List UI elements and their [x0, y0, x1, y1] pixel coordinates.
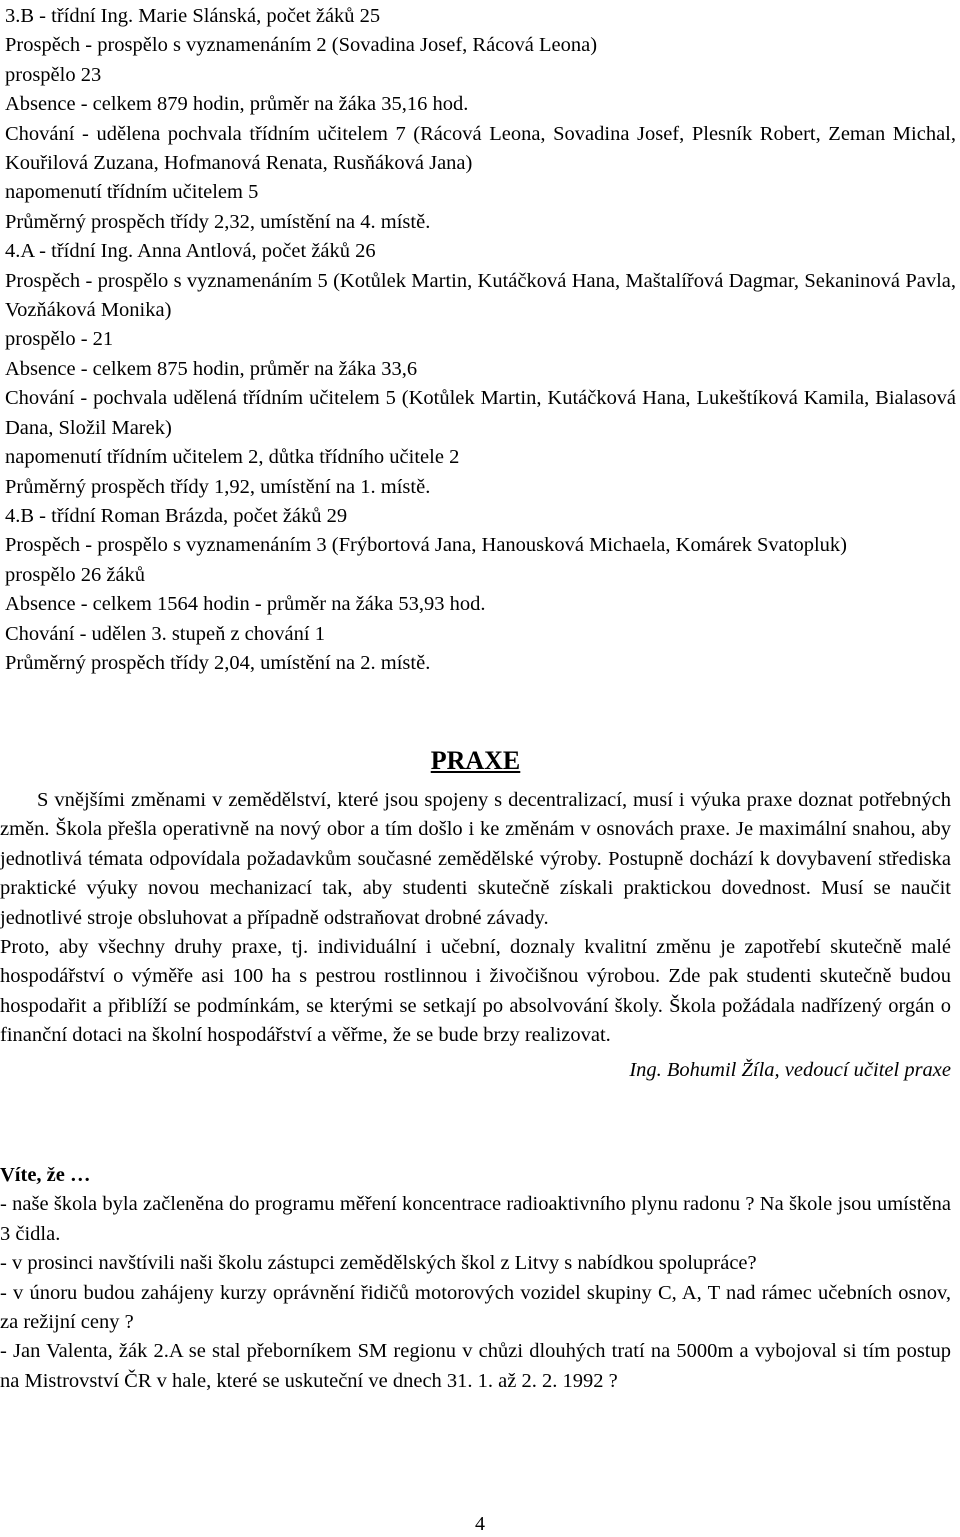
vite-item: - Jan Valenta, žák 2.A se stal přeborníkem SM regionu v chůzi dlouhých tratí na 5000m a vybojoval si tím postup na Mistrovství ČR v hale, které se uskuteční ve dnech 31. 1. až 2. 2. 1992 ?	[0, 1340, 951, 1392]
class-4a-reprimand: napomenutí třídním učitelem 2, důtka třídního učitele 2	[5, 446, 460, 469]
class-3b-behavior: Chování - udělena pochvala třídním učitelem 7 (Rácová Leona, Sovadina Josef, Plesník Robert, Zeman Michal, Kouřilová Zuzana, Hofmanová Renata, Rusňáková Jana)	[5, 122, 956, 175]
class-3b-absence: Absence - celkem 879 hodin, průměr na žáka 35,16 hod.	[5, 93, 469, 116]
class-4b-passed: prospělo 26 žáků	[5, 563, 146, 586]
vite-heading: Víte, že …	[0, 1164, 91, 1186]
class-4b-average: Průměrný prospěch třídy 2,04, umístění na 2. místě.	[5, 651, 431, 674]
vite-item: - v únoru budou zahájeny kurzy oprávnění řidičů motorových vozidel skupiny C, A, T nad rámec učebních osnov, za režijní ceny ?	[0, 1281, 951, 1334]
vite-item: - v prosinci navštívili naši školu zástupci zemědělských škol z Litvy s nabídkou spolupráce?	[0, 1252, 757, 1275]
class-4a-passed: prospělo - 21	[5, 328, 114, 351]
vite-item: - naše škola byla začleněna do programu měření koncentrace radioaktivního plynu radonu ? Na škole jsou umístěna 3 čidla.	[0, 1193, 951, 1245]
class-4a-absence: Absence - celkem 875 hodin, průměr na žáka 33,6	[5, 357, 418, 380]
vite-section	[0, 1161, 951, 1396]
class-3b-header: 3.B - třídní Ing. Marie Slánská, počet žáků 25	[5, 5, 381, 27]
class-reports	[5, 2, 956, 678]
class-4b-header: 4.B - třídní Roman Brázda, počet žáků 29	[5, 504, 348, 527]
class-4b-behavior: Chování - udělen 3. stupeň z chování 1	[5, 622, 325, 645]
class-4a-average: Průměrný prospěch třídy 1,92, umístění na 1. místě.	[5, 475, 431, 498]
class-3b-reprimand: napomenutí třídním učitelem 5	[5, 181, 259, 204]
praxe-paragraph-2: Proto, aby všechny druhy praxe, tj. individuální i učební, doznaly kvalitní změnu je zapotřebí skutečně malé hospodářství o výměře asi 100 ha s pestrou rostlinnou i živočišnou výrobou. Zde pak studenti skutečně budou hospodařit a přiblíží se podmínkám, se kterými se setkají po absolvování školy. Škola požádala nadřízený orgán o finanční dotaci na školní hospodářství a věřme, že se bude brzy realizovat.	[0, 936, 951, 1047]
class-3b-average: Průměrný prospěch třídy 2,32, umístění na 4. místě.	[5, 210, 431, 233]
class-4b-achievement: Prospěch - prospělo s vyznamenáním 3 (Frýbortová Jana, Hanousková Michaela, Komárek Svatopluk)	[5, 534, 848, 557]
class-4a-header: 4.A - třídní Ing. Anna Antlová, počet žáků 26	[5, 240, 376, 263]
class-4a-behavior: Chování - pochvala udělená třídním učitelem 5 (Kotůlek Martin, Kutáčková Hana, Lukeštíková Kamila, Bialasová Dana, Složil Marek)	[5, 387, 956, 439]
praxe-paragraph-1: S vnějšími změnami v zemědělství, které jsou spojeny s decentralizací, musí i výuka praxe doznat potřebných změn. Škola přešla operativně na nový obor a tím došlo i ke změnám v osnovách praxe. Je maximální snahou, aby jednotlivá témata odpovídala požadavkům současné zemědělské výroby. Postupně dochází k dovybavení střediska praktické výuky novou mechanizací tak, aby studenti skutečně získali praktickou dovednost. Musí se naučit jednotlivé stroje obsluhovat a případně odstraňovat drobné závady.	[0, 789, 951, 929]
class-4b-absence: Absence - celkem 1564 hodin - průměr na žáka 53,93 hod.	[5, 593, 486, 616]
praxe-signature: Ing. Bohumil Žíla, vedoucí učitel praxe	[629, 1058, 951, 1081]
class-4a-achievement: Prospěch - prospělo s vyznamenáním 5 (Kotůlek Martin, Kutáčková Hana, Maštalířová Dagmar, Sekaninová Pavla, Vozňáková Monika)	[5, 269, 956, 322]
praxe-section	[0, 786, 951, 1085]
class-3b-passed: prospělo 23	[5, 63, 102, 86]
class-3b-achievement: Prospěch - prospělo s vyznamenáním 2 (Sovadina Josef, Rácová Leona)	[5, 34, 598, 57]
page-number: 4	[475, 1513, 485, 1535]
praxe-heading: PRAXE	[430, 746, 521, 775]
